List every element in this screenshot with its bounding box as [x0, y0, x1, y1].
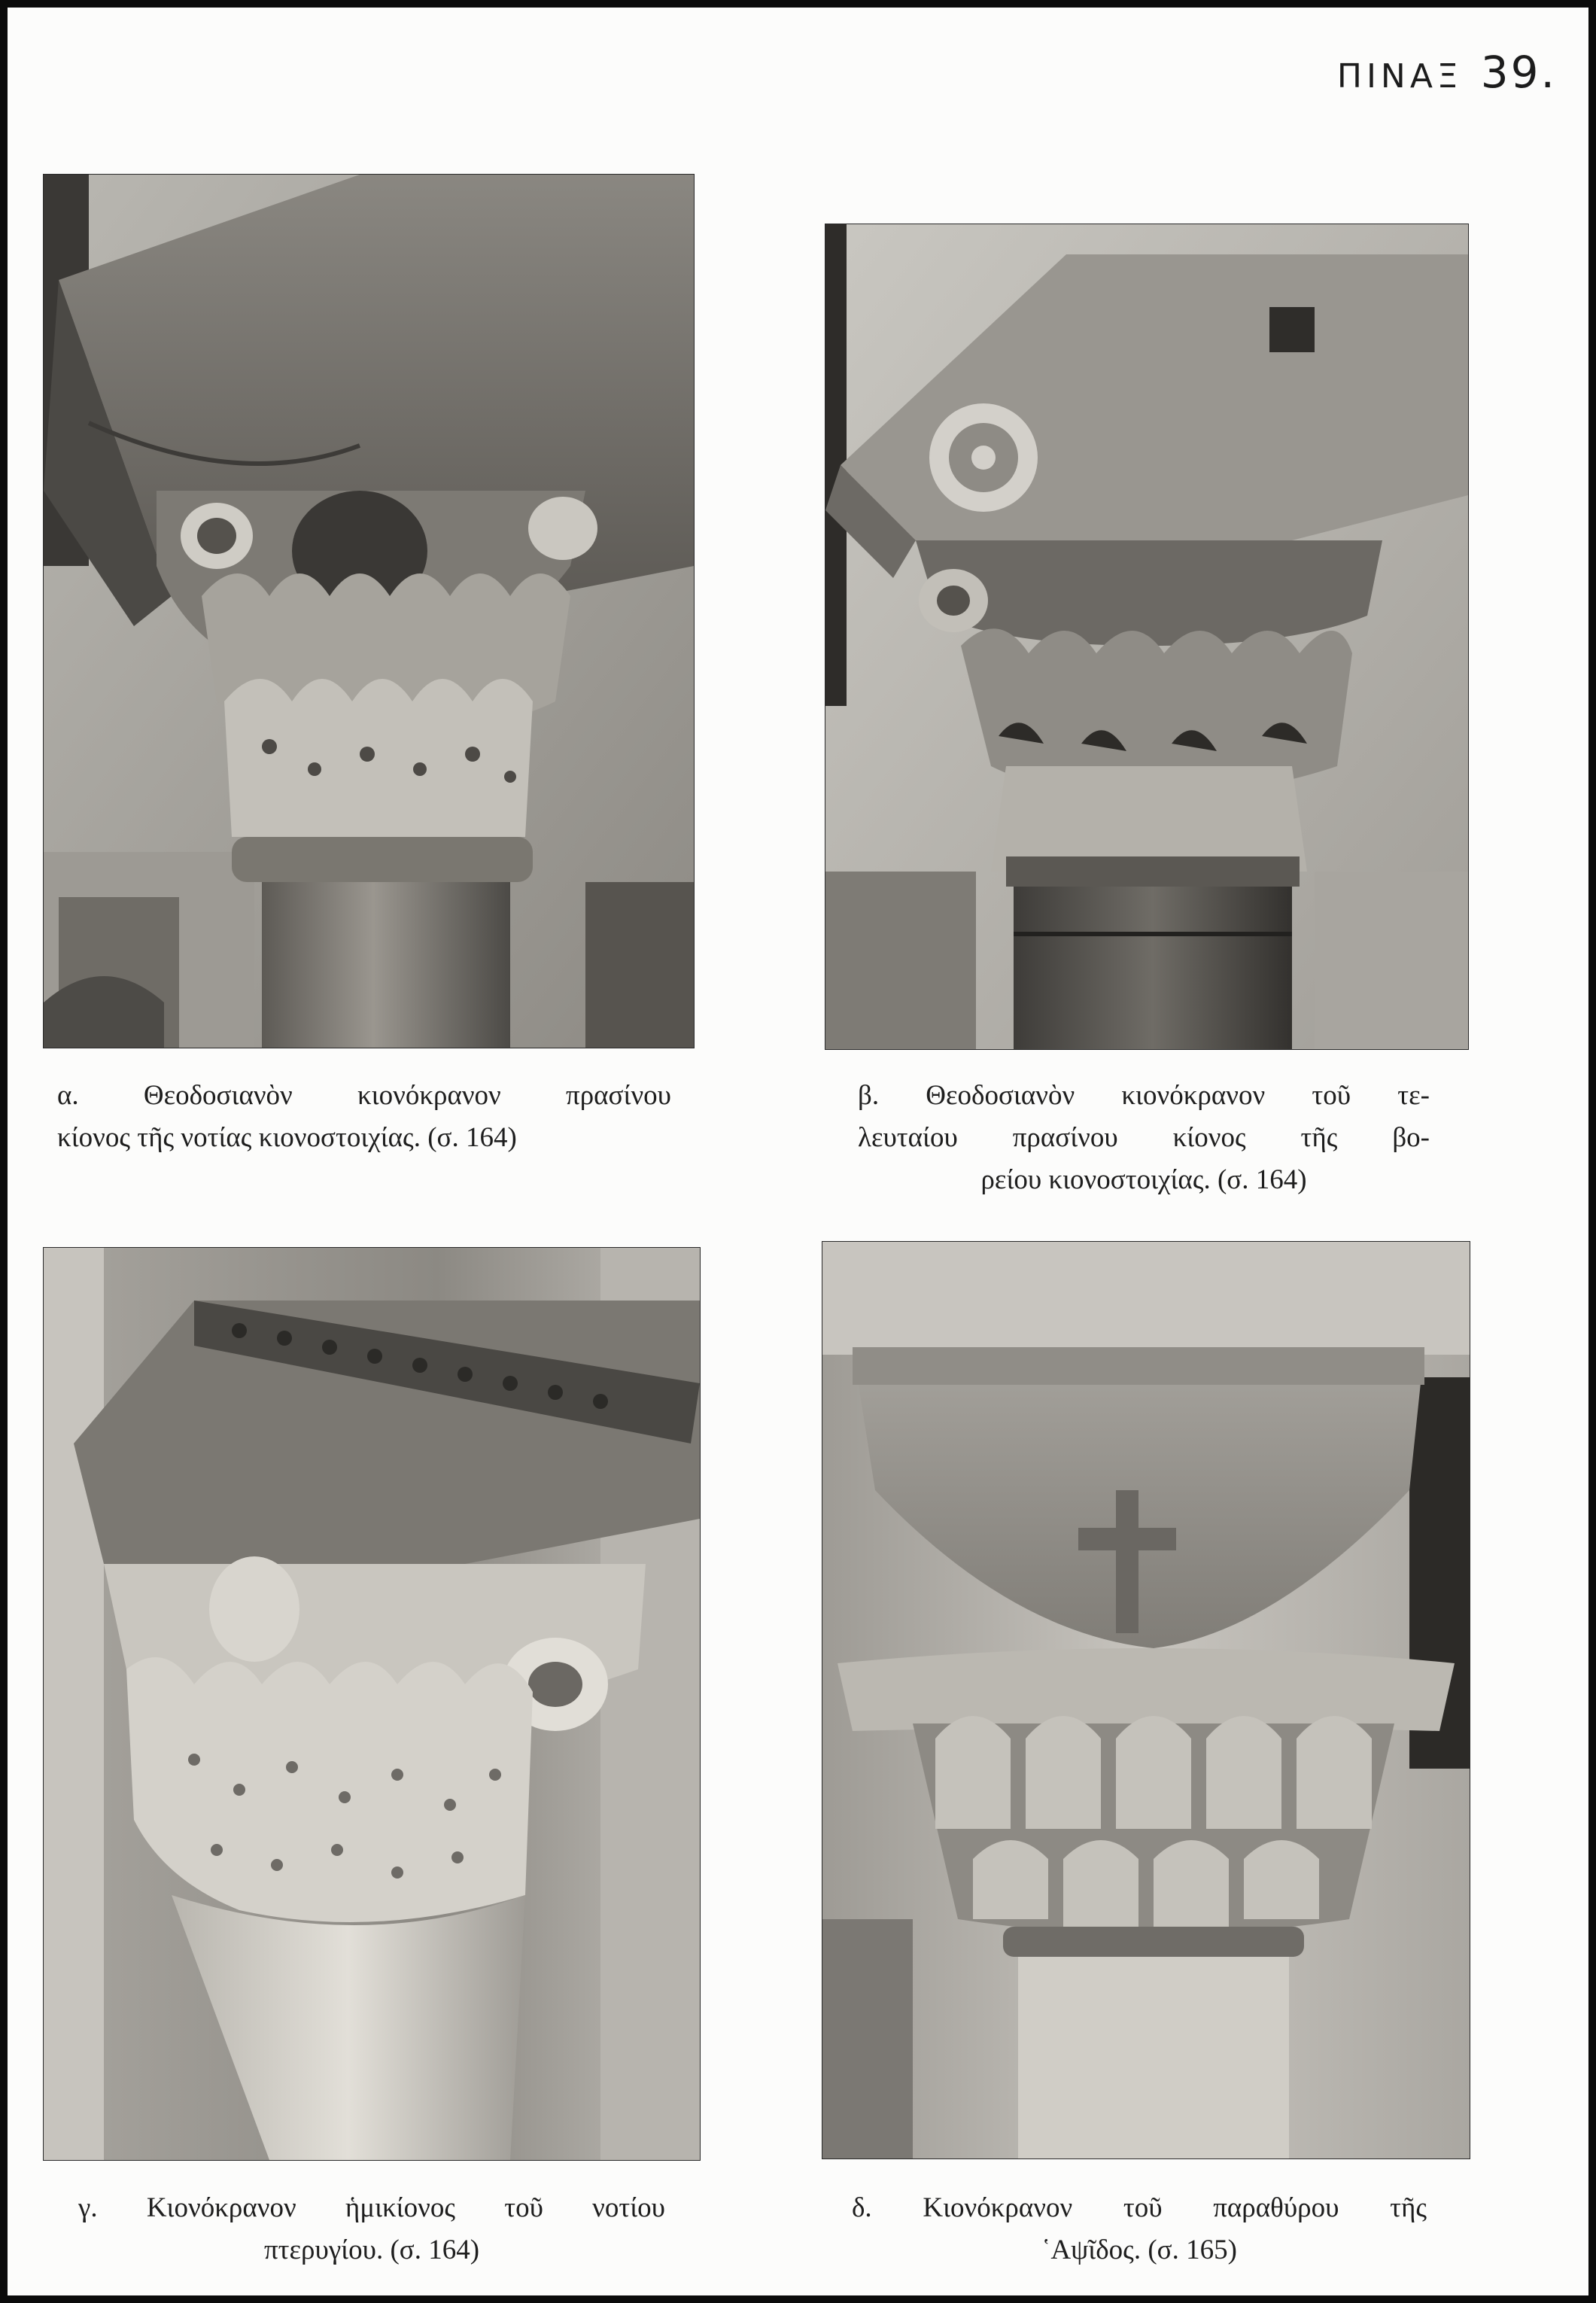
caption-d-line-2: ῾Αψῖδος. (σ. 165)	[1041, 2235, 1237, 2265]
photo-d-window-capital	[822, 1242, 1470, 2158]
caption-b-line-2: λευταίου πρασίνου κίονος τῆς βο-	[858, 1122, 1430, 1153]
caption-a	[57, 1075, 671, 1159]
caption-d	[852, 2187, 1427, 2271]
photo-a-theodosian-capital	[44, 175, 694, 1048]
caption-a-line-2: κίονος τῆς νοτίας κιονοστοιχίας. (σ. 164)	[57, 1122, 517, 1153]
plate-number: 39.	[1480, 47, 1557, 98]
caption-c-line-2: πτερυγίου. (σ. 164)	[263, 2235, 480, 2265]
caption-b-line-1: β. Θεοδοσιανὸν κιονόκρανον τοῦ τε-	[858, 1080, 1430, 1111]
photo-b-theodosian-capital	[825, 224, 1468, 1049]
caption-d-line-1: δ. Κιονόκρανον τοῦ παραθύρου τῆς	[852, 2192, 1427, 2223]
plate-header	[1337, 47, 1557, 98]
caption-a-line-1: α. Θεοδοσιανὸν κιονόκρανον πρασίνου	[57, 1080, 671, 1111]
caption-b	[858, 1075, 1430, 1201]
caption-c-line-1: γ. Κιονόκρανον ἡμικίονος τοῦ νοτίου	[78, 2192, 665, 2223]
caption-c	[78, 2187, 665, 2271]
caption-b-line-3: ρείου κιονοστοιχίας. (σ. 164)	[980, 1164, 1307, 1195]
plate-label: ΠΙΝΑΞ	[1336, 57, 1463, 96]
photo-c-half-column-capital	[44, 1248, 700, 2160]
